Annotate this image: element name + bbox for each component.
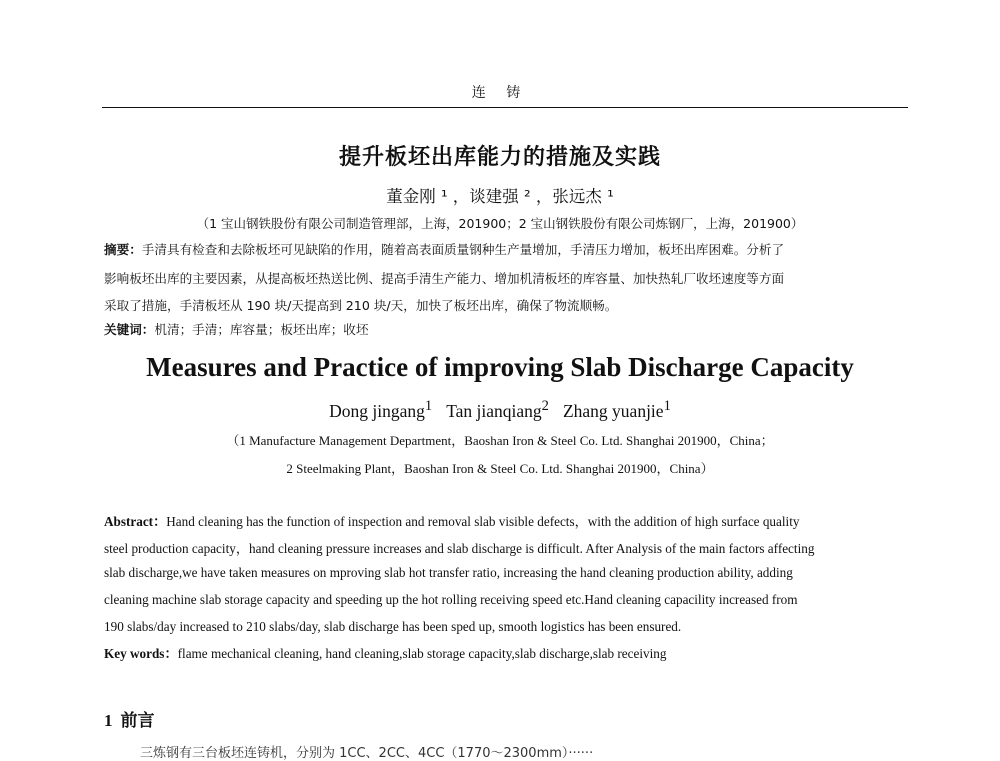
running-head: 连 铸 xyxy=(471,85,529,101)
abstract-cn-label: 摘要： xyxy=(104,242,142,257)
keywords-cn-text: 机清；手清；库容量；板坯出库；收坯 xyxy=(154,322,369,337)
abstract-en-line-4: cleaning machine slab storage capacity and speeding up the hot rolling receiving speed etc.Hand cleaning capacility increased from xyxy=(104,592,798,607)
affiliation-en-line-2: 2 Steelmaking Plant，Baoshan Iron & Steel Co. Ltd. Shanghai 201900，China） xyxy=(286,461,714,476)
author-en-3-sup: 1 xyxy=(663,398,671,414)
author-en-1-sup: 1 xyxy=(424,398,433,414)
keywords-en xyxy=(104,643,666,662)
section-title: 前言 xyxy=(120,711,155,731)
abstract-en-line-1 xyxy=(104,511,799,530)
authors-en xyxy=(0,398,1000,422)
abstract-cn-line-1 xyxy=(104,239,784,258)
abstract-en-line-2: steel production capacity，hand cleaning pressure increases and slab discharge is difficult. After Analysis of the main factors affecting xyxy=(104,541,815,556)
affiliation-cn: （1 宝山钢铁股份有限公司制造管理部，上海，201900；2 宝山钢铁股份有限公司炼钢厂，上海，201900） xyxy=(196,216,804,231)
abstract-en-text-1: Hand cleaning has the function of inspection and removal slab visible defects，with the addition of high surface quality xyxy=(166,514,800,529)
section-number: 1 xyxy=(104,711,113,730)
header-rule xyxy=(102,107,908,108)
abstract-en-label: Abstract： xyxy=(104,514,167,529)
abstract-en-line-5: 190 slabs/day increased to 210 slabs/day, slab discharge has been sped up, smooth logistics has been ensured. xyxy=(104,619,682,634)
keywords-en-label: Key words： xyxy=(104,646,178,661)
author-en-2-sup: 2 xyxy=(541,398,549,414)
author-en-3: Zhang yuanjie xyxy=(562,400,664,421)
keywords-en-text: flame mechanical cleaning, hand cleaning,slab storage capacity,slab discharge,slab receiving xyxy=(177,646,667,661)
section-heading xyxy=(104,706,155,731)
abstract-cn-text-1: 手清具有检查和去除板坯可见缺陷的作用，随着高表面质量钢种生产量增加，手清压力增加，板坯出库困难。分析了 xyxy=(141,242,785,257)
keywords-cn-label: 关键词： xyxy=(104,322,155,337)
title-cn: 提升板坯出库能力的措施及实践 xyxy=(338,145,661,170)
title-en: Measures and Practice of improving Slab Discharge Capacity xyxy=(146,352,854,382)
abstract-en-line-3: slab discharge,we have taken measures on mproving slab hot transfer ratio, increasing the hand cleaning production ability, adding xyxy=(104,565,793,580)
affiliation-en-line-1: （1 Manufacture Management Department，Baoshan Iron & Steel Co. Ltd. Shanghai 201900，China； xyxy=(226,433,774,448)
abstract-cn-line-2: 影响板坯出库的主要因素，从提高板坯热送比例、提高手清生产能力、增加机清板坯的库容量、加快热轧厂收坯速度等方面 xyxy=(104,271,785,286)
abstract-cn-line-3: 采取了措施，手清板坯从 190 块/天提高到 210 块/天，加快了板坯出库，确保了物流顺畅。 xyxy=(104,298,618,313)
author-en-2: Tan jianqiang xyxy=(446,400,542,421)
author-en-1: Dong jingang xyxy=(329,400,425,421)
body-text-first-line: 三炼钢有三台板坯连铸机，分别为 1CC、2CC、4CC（1770～2300mm）······ xyxy=(140,746,594,761)
authors-cn: 董金刚 ¹ ，谈建强 ² ，张远杰 ¹ xyxy=(386,187,614,206)
keywords-cn xyxy=(104,319,368,338)
